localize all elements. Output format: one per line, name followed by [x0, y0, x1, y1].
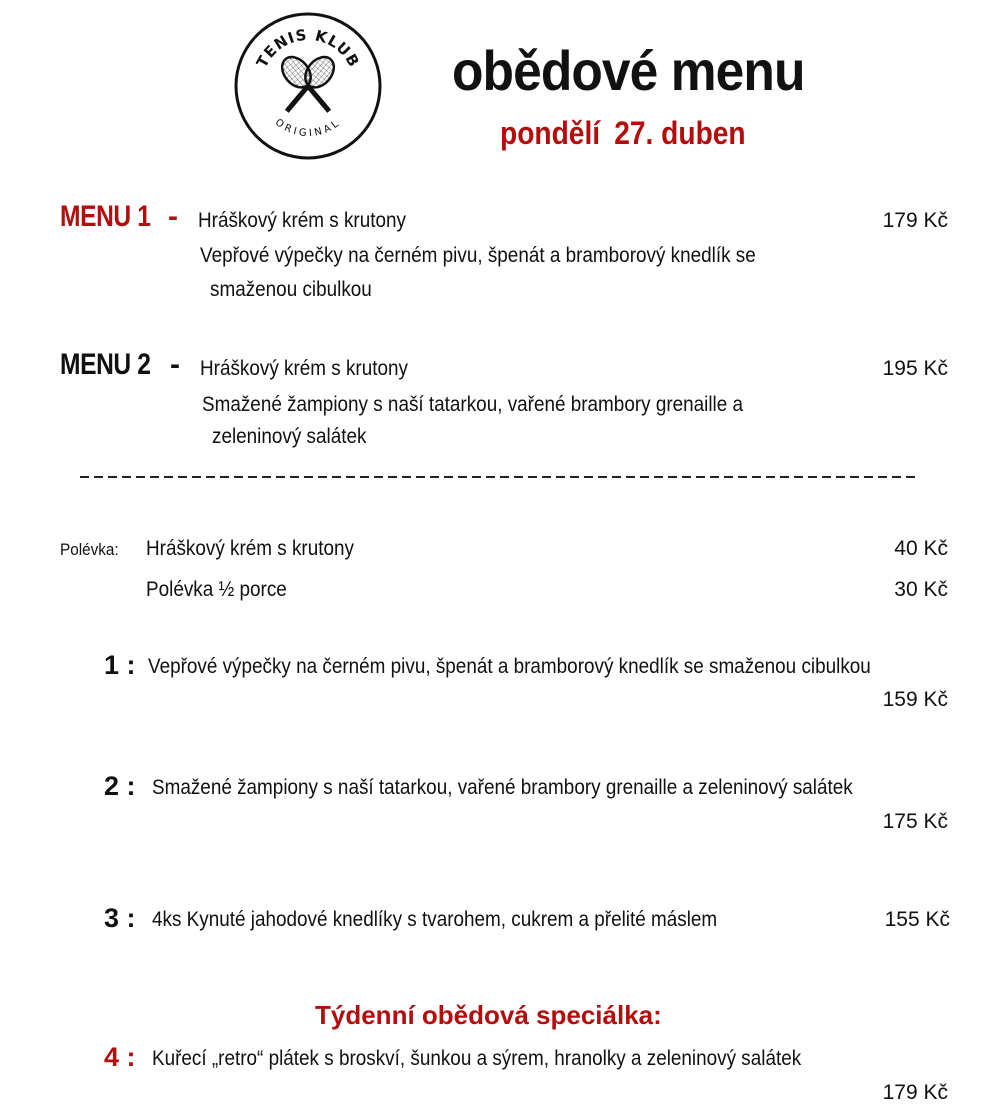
page-title: obědové menu	[452, 39, 805, 102]
menu-date	[500, 115, 746, 152]
soup-item-2-price: 30 Kč	[894, 578, 948, 601]
dish-3-name: 4ks Kynuté jahodové knedlíky s tvarohem, cukrem a přelité máslem	[152, 908, 718, 931]
menu-1-soup: Hráškový krém s krutony	[198, 209, 406, 232]
tenis-klub-logo	[232, 10, 384, 162]
menu-date-value: 27. duben	[614, 115, 746, 151]
svg-text:ORIGINAL: ORIGINAL	[272, 117, 344, 140]
soup-item-2-name: Polévka ½ porce	[146, 578, 287, 601]
dish-1-number: 1 :	[104, 650, 136, 680]
menu-day: pondělí	[500, 115, 601, 151]
dashed-separator	[80, 476, 916, 478]
dish-2-name: Smažené žampiony s naší tatarkou, vařené brambory grenaille a zeleninový salátek	[152, 776, 853, 799]
soup-section-label: Polévka:	[60, 540, 119, 559]
menu-2-main-line1: Smažené žampiony s naší tatarkou, vařené brambory grenaille a	[202, 393, 744, 416]
soup-item-1-price: 40 Kč	[894, 537, 948, 560]
menu-2-main-line2: zeleninový salátek	[212, 425, 367, 448]
menu-1-label: MENU 1	[60, 200, 151, 233]
dish-1-name: Vepřové výpečky na černém pivu, špenát a bramborový knedlík se smaženou cibulkou	[148, 655, 871, 678]
menu-1-main-line2: smaženou cibulkou	[210, 278, 372, 301]
soup-item-1-name: Hráškový krém s krutony	[146, 537, 354, 560]
dish-1-price: 159 Kč	[882, 688, 948, 711]
dish-2-price: 175 Kč	[882, 810, 948, 833]
dish-3-number: 3 :	[104, 903, 136, 933]
menu-2-label: MENU 2	[60, 348, 151, 381]
menu-1-dash: -	[168, 200, 178, 233]
menu-1-main-line1: Vepřové výpečky na černém pivu, špenát a bramborový knedlík se	[200, 244, 756, 267]
menu-2-dash: -	[170, 348, 180, 381]
weekly-special-name: Kuřecí „retro“ plátek s broskví, šunkou a sýrem, hranolky a zeleninový salátek	[152, 1047, 802, 1070]
weekly-special-price: 179 Kč	[882, 1081, 948, 1104]
weekly-special-number: 4 :	[104, 1042, 136, 1072]
menu-2-price: 195 Kč	[882, 357, 948, 380]
crossed-rackets-icon	[232, 10, 384, 162]
menu-2-soup: Hráškový krém s krutony	[200, 357, 408, 380]
weekly-special-heading: Týdenní obědová speciálka:	[315, 1000, 662, 1030]
svg-text:TENIS KLUB: TENIS KLUB	[252, 25, 364, 71]
dish-3-price: 155 Kč	[884, 908, 950, 931]
dish-2-number: 2 :	[104, 771, 136, 801]
menu-1-price: 179 Kč	[882, 209, 948, 232]
